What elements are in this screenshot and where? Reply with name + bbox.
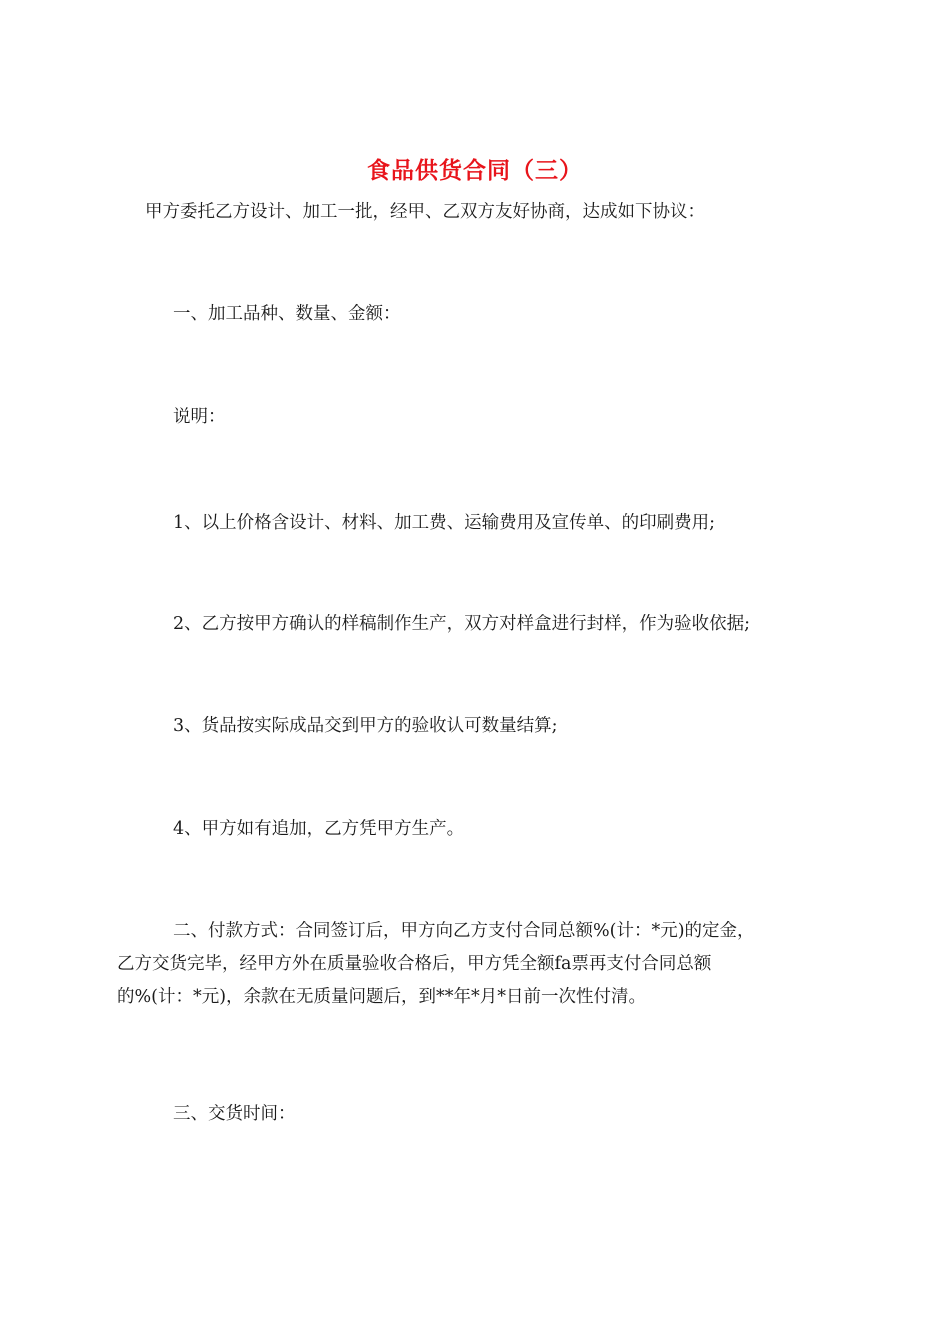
note-item-4: 4、甲方如有追加，乙方凭甲方生产。 <box>173 819 465 839</box>
section-3-heading: 三、交货时间： <box>173 1104 296 1124</box>
section-2-line-1: 二、付款方式：合同签订后，甲方向乙方支付合同总额%(计：*元)的定金， <box>173 921 755 941</box>
section-1-heading: 一、加工品种、数量、金额： <box>173 304 401 324</box>
section-2-line-2: 乙方交货完毕，经甲方外在质量验收合格后，甲方凭全额fa票再支付合同总额 <box>117 954 712 974</box>
note-label: 说明： <box>173 407 226 427</box>
intro-paragraph: 甲方委托乙方设计、加工一批，经甲、乙双方友好协商，达成如下协议： <box>145 202 705 222</box>
section-2-line-3: 的%(计：*元)，余款在无质量问题后，到**年*月*日前一次性付清。 <box>117 987 647 1007</box>
document-title: 食品供货合同（三） <box>367 157 583 184</box>
note-item-2: 2、乙方按甲方确认的样稿制作生产，双方对样盒进行封样，作为验收依据; <box>173 614 751 634</box>
section-2-paragraph <box>117 915 825 1014</box>
note-item-3: 3、货品按实际成品交到甲方的验收认可数量结算; <box>173 716 558 736</box>
note-item-1: 1、以上价格含设计、材料、加工费、运输费用及宣传单、的印刷费用; <box>173 513 716 533</box>
